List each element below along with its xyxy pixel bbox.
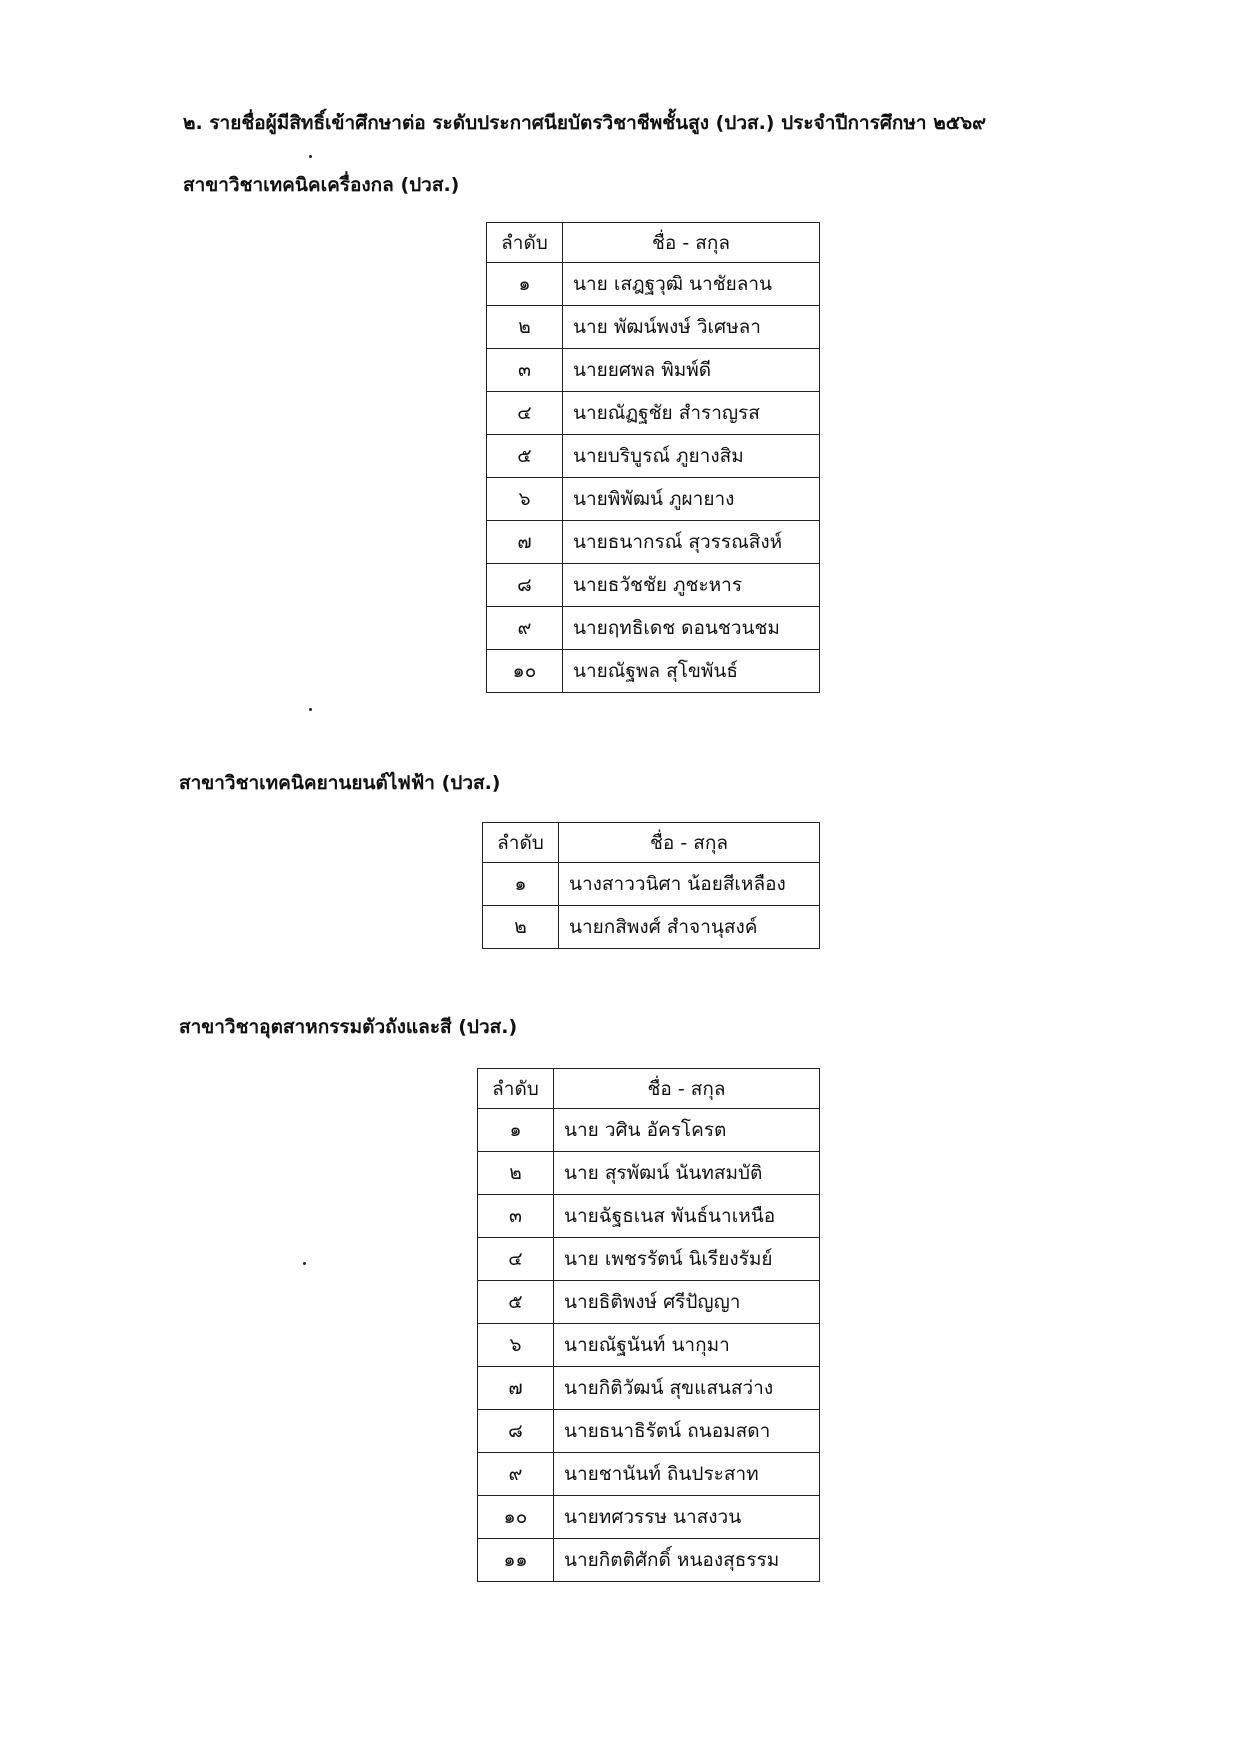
- row-number: ๘: [478, 1410, 554, 1453]
- row-number: ๒: [478, 1152, 554, 1195]
- column-header-no: ลำดับ: [487, 223, 563, 263]
- table-row: [487, 650, 820, 693]
- table-electric-vehicle: [482, 822, 820, 949]
- table-row: [487, 392, 820, 435]
- row-number: ๗: [487, 521, 563, 564]
- row-number: ๖: [478, 1324, 554, 1367]
- row-number: ๑: [487, 263, 563, 306]
- column-header-name: ชื่อ - สกุล: [554, 1069, 820, 1109]
- table-row: [478, 1496, 820, 1539]
- column-header-name: ชื่อ - สกุล: [563, 223, 820, 263]
- student-name: นายณัฐพล สุโขพันธ์: [563, 650, 820, 693]
- table-row: [487, 306, 820, 349]
- table-row: [478, 1324, 820, 1367]
- row-number: ๙: [478, 1453, 554, 1496]
- row-number: ๑๐: [487, 650, 563, 693]
- table-row: [487, 564, 820, 607]
- table-row: [487, 263, 820, 306]
- student-name: นาย เพชรรัตน์ นิเรียงรัมย์: [554, 1238, 820, 1281]
- scan-speck: [303, 1262, 306, 1265]
- table-row: [487, 607, 820, 650]
- row-number: ๖: [487, 478, 563, 521]
- table-row: [487, 435, 820, 478]
- row-number: ๑๐: [478, 1496, 554, 1539]
- row-number: ๑๑: [478, 1539, 554, 1582]
- page-title: ๒. รายชื่อผู้มีสิทธิ์เข้าศึกษาต่อ ระดับประกาศนียบัตรวิชาชีพชั้นสูง (ปวส.) ประจำปีการศึกษา ๒๕๖๙: [183, 112, 987, 134]
- row-number: ๑: [483, 863, 559, 906]
- table-row: [478, 1152, 820, 1195]
- student-name: นายทศวรรษ นาสงวน: [554, 1496, 820, 1539]
- row-number: ๒: [483, 906, 559, 949]
- row-number: ๑: [478, 1109, 554, 1152]
- table-row: [478, 1238, 820, 1281]
- student-name: นาย สุรพัฒน์ นันทสมบัติ: [554, 1152, 820, 1195]
- student-name: นายกสิพงศ์ สำจานุสงค์: [559, 906, 820, 949]
- table-row: [478, 1281, 820, 1324]
- row-number: ๒: [487, 306, 563, 349]
- table-mechanical: [486, 222, 820, 693]
- student-name: นายชานันท์ ถินประสาท: [554, 1453, 820, 1496]
- student-name: นาย เสฎฐวุฒิ นาชัยลาน: [563, 263, 820, 306]
- student-name: นายกิตติศักดิ์ หนองสุธรรม: [554, 1539, 820, 1582]
- student-name: นายณัฏฐชัย สำราญรส: [563, 392, 820, 435]
- table-body-and-paint: [477, 1068, 820, 1582]
- row-number: ๙: [487, 607, 563, 650]
- student-name: นายธวัชชัย ภูชะหาร: [563, 564, 820, 607]
- table-row: [478, 1109, 820, 1152]
- table-row: [478, 1367, 820, 1410]
- row-number: ๓: [487, 349, 563, 392]
- row-number: ๔: [478, 1238, 554, 1281]
- row-number: ๓: [478, 1195, 554, 1238]
- student-name: นายธิติพงษ์ ศรีปัญญา: [554, 1281, 820, 1324]
- table-row: [483, 906, 820, 949]
- student-name: นายพิพัฒน์ ภูผายาง: [563, 478, 820, 521]
- table-row: [483, 863, 820, 906]
- section-title-electric-vehicle: สาขาวิชาเทคนิคยานยนต์ไฟฟ้า (ปวส.): [179, 772, 501, 794]
- student-name: นายฤทธิเดช ดอนชวนชม: [563, 607, 820, 650]
- student-name: นายยศพล พิมพ์ดี: [563, 349, 820, 392]
- table-body-electric-vehicle: [483, 863, 820, 949]
- student-name: นาย พัฒน์พงษ์ วิเศษลา: [563, 306, 820, 349]
- table-row: [487, 521, 820, 564]
- student-name: นายธนากรณ์ สุวรรณสิงห์: [563, 521, 820, 564]
- table-body-body-and-paint: [478, 1109, 820, 1582]
- table-row: [487, 349, 820, 392]
- row-number: ๕: [487, 435, 563, 478]
- scan-speck: [309, 155, 312, 158]
- student-name: นายธนาธิรัตน์ ถนอมสดา: [554, 1410, 820, 1453]
- student-name: นายณัฐนันท์ นากุมา: [554, 1324, 820, 1367]
- column-header-no: ลำดับ: [483, 823, 559, 863]
- table-row: [478, 1453, 820, 1496]
- row-number: ๘: [487, 564, 563, 607]
- row-number: ๔: [487, 392, 563, 435]
- student-name: นาย วศิน อัครโครต: [554, 1109, 820, 1152]
- student-name: นายกิติวัฒน์ สุขแสนสว่าง: [554, 1367, 820, 1410]
- scan-speck: [309, 708, 312, 711]
- table-row: [487, 478, 820, 521]
- column-header-name: ชื่อ - สกุล: [559, 823, 820, 863]
- student-name: นางสาววนิศา น้อยสีเหลือง: [559, 863, 820, 906]
- student-name: นายบริบูรณ์ ภูยางสิม: [563, 435, 820, 478]
- student-name: นายฉัฐธเนส พันธ์นาเหนือ: [554, 1195, 820, 1238]
- table-row: [478, 1410, 820, 1453]
- table-body-mechanical: [487, 263, 820, 693]
- row-number: ๕: [478, 1281, 554, 1324]
- row-number: ๗: [478, 1367, 554, 1410]
- section-title-body-and-paint: สาขาวิชาอุตสาหกรรมตัวถังและสี (ปวส.): [179, 1016, 518, 1038]
- table-row: [478, 1195, 820, 1238]
- table-row: [478, 1539, 820, 1582]
- section-title-mechanical: สาขาวิชาเทคนิคเครื่องกล (ปวส.): [183, 174, 460, 196]
- column-header-no: ลำดับ: [478, 1069, 554, 1109]
